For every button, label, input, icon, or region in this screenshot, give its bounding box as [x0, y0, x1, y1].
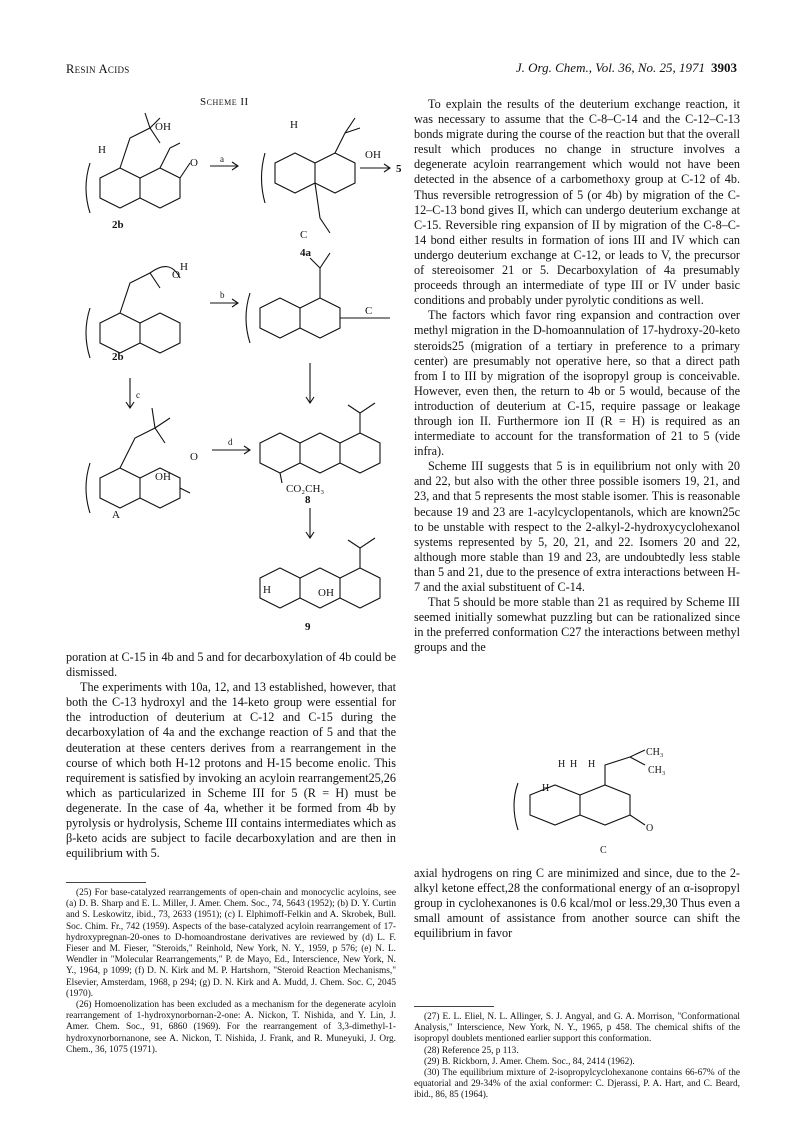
- atom-label: H: [558, 759, 566, 770]
- footnote-27: (27) E. L. Eliel, N. L. Allinger, S. J. Angyal, and G. A. Morrison, "Conformational Analysis," Interscience, New York, N. Y., 1965, p 458. The chemical shifts of the isopropyl doublets mentioned earlier support this conformation.: [414, 1012, 740, 1045]
- atom-label: OH: [318, 587, 334, 599]
- atom-label: H: [180, 261, 188, 273]
- journal-citation: J. Org. Chem., Vol. 36, No. 25, 1971: [515, 60, 705, 75]
- right-column-text-continued: [414, 866, 740, 941]
- scheme-title: Scheme II: [200, 96, 249, 108]
- compound-label-9: 9: [305, 621, 311, 633]
- atom-label: O: [646, 823, 654, 834]
- atom-label: OH: [155, 471, 171, 483]
- compound-label-5: 5: [396, 163, 402, 175]
- atom-label: H: [570, 759, 578, 770]
- structure-4a: [262, 118, 361, 233]
- atom-label: CH₃: [648, 765, 666, 776]
- compound-label-2b: 2b: [112, 219, 124, 231]
- paragraph: That 5 should be more stable than 21 as required by Scheme III seemed initially somewhat puzzling but can be rationalized since in the preferred conformation C27 the interactions between methyl groups and the: [414, 595, 740, 655]
- page-number: 3903: [711, 60, 737, 75]
- atom-label: H: [290, 119, 298, 131]
- arrow-c: [126, 378, 134, 408]
- footnote-rule: [414, 1006, 494, 1007]
- atom-label: CH₃: [646, 747, 664, 758]
- atom-label: O: [190, 451, 198, 463]
- structure-hydroxy-ester: [246, 253, 390, 343]
- paragraph: axial hydrogens on ring C are minimized and since, due to the 2-alkyl ketone effect,28 the conformational energy of an α-isopropyl group in cyclohexanones is 0.6 kcal/mol or less.29,30 Thus even a small amount of assistance from another source can shift the equilibrium in favor: [414, 866, 740, 941]
- right-column-text: [414, 97, 740, 655]
- arrow-to-5: [360, 164, 390, 172]
- arrow-b: [210, 299, 238, 307]
- atom-label: H: [588, 759, 596, 770]
- footnotes-right: [414, 1012, 740, 1102]
- structure-2b-middle: [86, 267, 180, 358]
- footnote-28: (28) Reference 25, p 113.: [424, 1045, 519, 1056]
- paragraph: poration at C-15 in 4b and 5 and for decarboxylation of 4b could be dismissed.: [66, 650, 396, 680]
- footnote-rule: [66, 882, 146, 883]
- atom-label: OH: [155, 121, 171, 133]
- compound-label-4a: 4a: [300, 247, 311, 259]
- left-column-text: [66, 650, 396, 861]
- atom-label: C: [300, 229, 308, 241]
- structure-a: [86, 408, 190, 513]
- atom-label: C: [365, 305, 373, 317]
- arrow-label-c: c: [136, 390, 140, 400]
- running-head-left: Resin Acids: [66, 62, 130, 76]
- atom-label: OH: [365, 149, 381, 161]
- arrow-down-2: [306, 508, 314, 538]
- arrow-label-b: b: [220, 290, 225, 300]
- compound-label-2b: 2b: [112, 351, 124, 363]
- footnotes-left: [66, 888, 396, 1056]
- conformation-c-diagram: [500, 745, 690, 860]
- compound-label-8: 8: [305, 494, 311, 506]
- atom-label: H: [98, 144, 106, 156]
- arrow-d: [212, 446, 250, 454]
- structure-8: [260, 403, 380, 483]
- arrow-label-a: a: [220, 154, 224, 164]
- paragraph: The factors which favor ring expansion and contraction over methyl migration in the D-homoannulation of 17-hydroxy-20-keto steroids25 (migration of a tertiary in preference to a primary center) are presumably not operative here, so that a direct path from I to III by migration of the isopropyl group is conceivable. However, even then, the return to 4b or 5 would, because of the introduction of deuterium at C-15, require passage or leakage through ion II. Furthermore ion II (R = H) is required as an intermediate to account for the transformation of 21 to 5 (vide infra).: [414, 308, 740, 459]
- atom-label: H: [263, 584, 271, 596]
- arrow-a: [210, 162, 238, 170]
- scheme-ii-diagram: [60, 108, 405, 638]
- footnote-30: (30) The equilibrium mixture of 2-isopropylcyclohexanone contains 66-67% of the equatorial and 29-34% of the axial conformer: C. Djerassi, P. A. Hart, and C. Beard, ibid., 86, 85 (1964).: [414, 1068, 740, 1101]
- arrow-label-d: d: [228, 437, 233, 447]
- running-head-right: [516, 60, 737, 76]
- footnote-26: (26) Homoenolization has been excluded as a mechanism for the degenerate acyloin rearrangement of 1-hydroxynorbornan-2-one: A. Nickon, T. Nishida, and Y. Lin, J. Amer. Chem. Soc., 91, 6860 (1969). For the rearrangement of 3,3-dimethyl-1-hydroxynorbornanone, see A. Nickon, T. Nishida, J. Frank, and R. Muneyuki, J. Org. Chem., 36, 1075 (1971).: [66, 1000, 396, 1055]
- paragraph: The experiments with 10a, 12, and 13 established, however, that both the C-13 hydroxyl and the 14-keto group were essential for the introduction of deuterium at C-12 and C-15 during the decarboxylation of 4a and the exchange reaction of 5 and that the deuteration at these centers derives from a rearrangement in the course of which both H-12 protons and H-15 become enolic. This requirement is satisfied by invoking an acyloin rearrangement25,26 which as particularized in Scheme III for 5 (R = H) must be degenerate. In the case of 4a, whether it be formed from 4b by pyrolysis or hydrolysis, Scheme III contains intermediates which as β-keto acids are subject to facile decarboxylation and are then in equilibrium with 5.: [66, 680, 397, 861]
- arrow-down-1: [306, 363, 314, 403]
- paragraph: To explain the results of the deuterium exchange reaction, it was necessary to assume that the C-8–C-14 and the C-12–C-13 bonds migrate during the course of the reaction but that the overall result which produces no change in structure involves a degenerate acyloin rearrangement which would not have been detected in the absence of a carbomethoxy group at C-12 of 4b. Thus reversible retrogression of 5 (or 4b) by migration of the C-12–C-13 bond gives II, which can undergo deuterium exchange at C-15. Reversible ring expansion of II by migration of the C-8–C-14 bond either results in formation of ions III and IV which can undergo deuterium exchange at C-12, or leads to V, the precursor of stereoisomer 21 or 5. Decarboxylation of 4a presumably proceeds through an intermediate of type III or IV under basic conditions and probably under pyrolytic conditions as well.: [414, 97, 740, 308]
- atom-label: CO₂CH₃: [286, 483, 325, 495]
- footnote-25: (25) For base-catalyzed rearrangements of open-chain and monocyclic acyloins, see (a) D. B. Sharp and E. L. Miller, J. Amer. Chem. Soc., 74, 5643 (1952); (b) D. Y. Curtin and S. Leskowitz, ibid., 73, 2633 (1951); (c) I. Elphimoff-Felkin and A. Skrobek, Bull. Soc. Chim. Fr., 742 (1959). Aspects of the base-catalyzed acyloin rearrangement of 17-hydroxypregnan-20-ones to D-homoandrostane derivatives are reviewed by (d) L. F. Fieser and M. Fieser, "Steroids," Reinhold, New York, N. Y., 1959, p 576; (e) N. L. Wendler in "Molecular Rearrangements," P. de Mayo, Ed., Interscience, New York, N. Y., 1964, p 1099; (f) D. N. Kirk and M. P. Hartshorn, "Steroid Reaction Mechanisms," Elsevier, Amsterdam, 1968, p 294; (g) D. N. Kirk and A. Mudd, J. Chem. Soc. C, 2045 (1970).: [66, 888, 396, 999]
- footnote-29: (29) B. Rickborn, J. Amer. Chem. Soc., 84, 2414 (1962).: [424, 1056, 635, 1067]
- paragraph: Scheme III suggests that 5 is in equilibrium not only with 20 and 22, but also with the other three possible isomers 19, 21, and 23, and that 5 represents the most stable isomer. This is reasonable because 19 and 23 are 1-acylcyclopentanols, which are known25c to be unstable with respect to the 2-alkyl-2-hydroxycyclohexanol systems represented by 5, 20, 21, and 22. Isomers 20 and 22, although more stable than 19 and 23, are undoubtedly less stable than 5 and 21, due to the presence of extra interactions between H-7 and the axial substituent of C-14.: [414, 459, 740, 594]
- atom-label: O: [190, 157, 198, 169]
- compound-label-c: C: [600, 845, 607, 856]
- atom-label: O: [172, 269, 180, 281]
- compound-label-a: A: [112, 509, 120, 521]
- structure-2b-top: [86, 113, 190, 213]
- atom-label: H: [542, 783, 550, 794]
